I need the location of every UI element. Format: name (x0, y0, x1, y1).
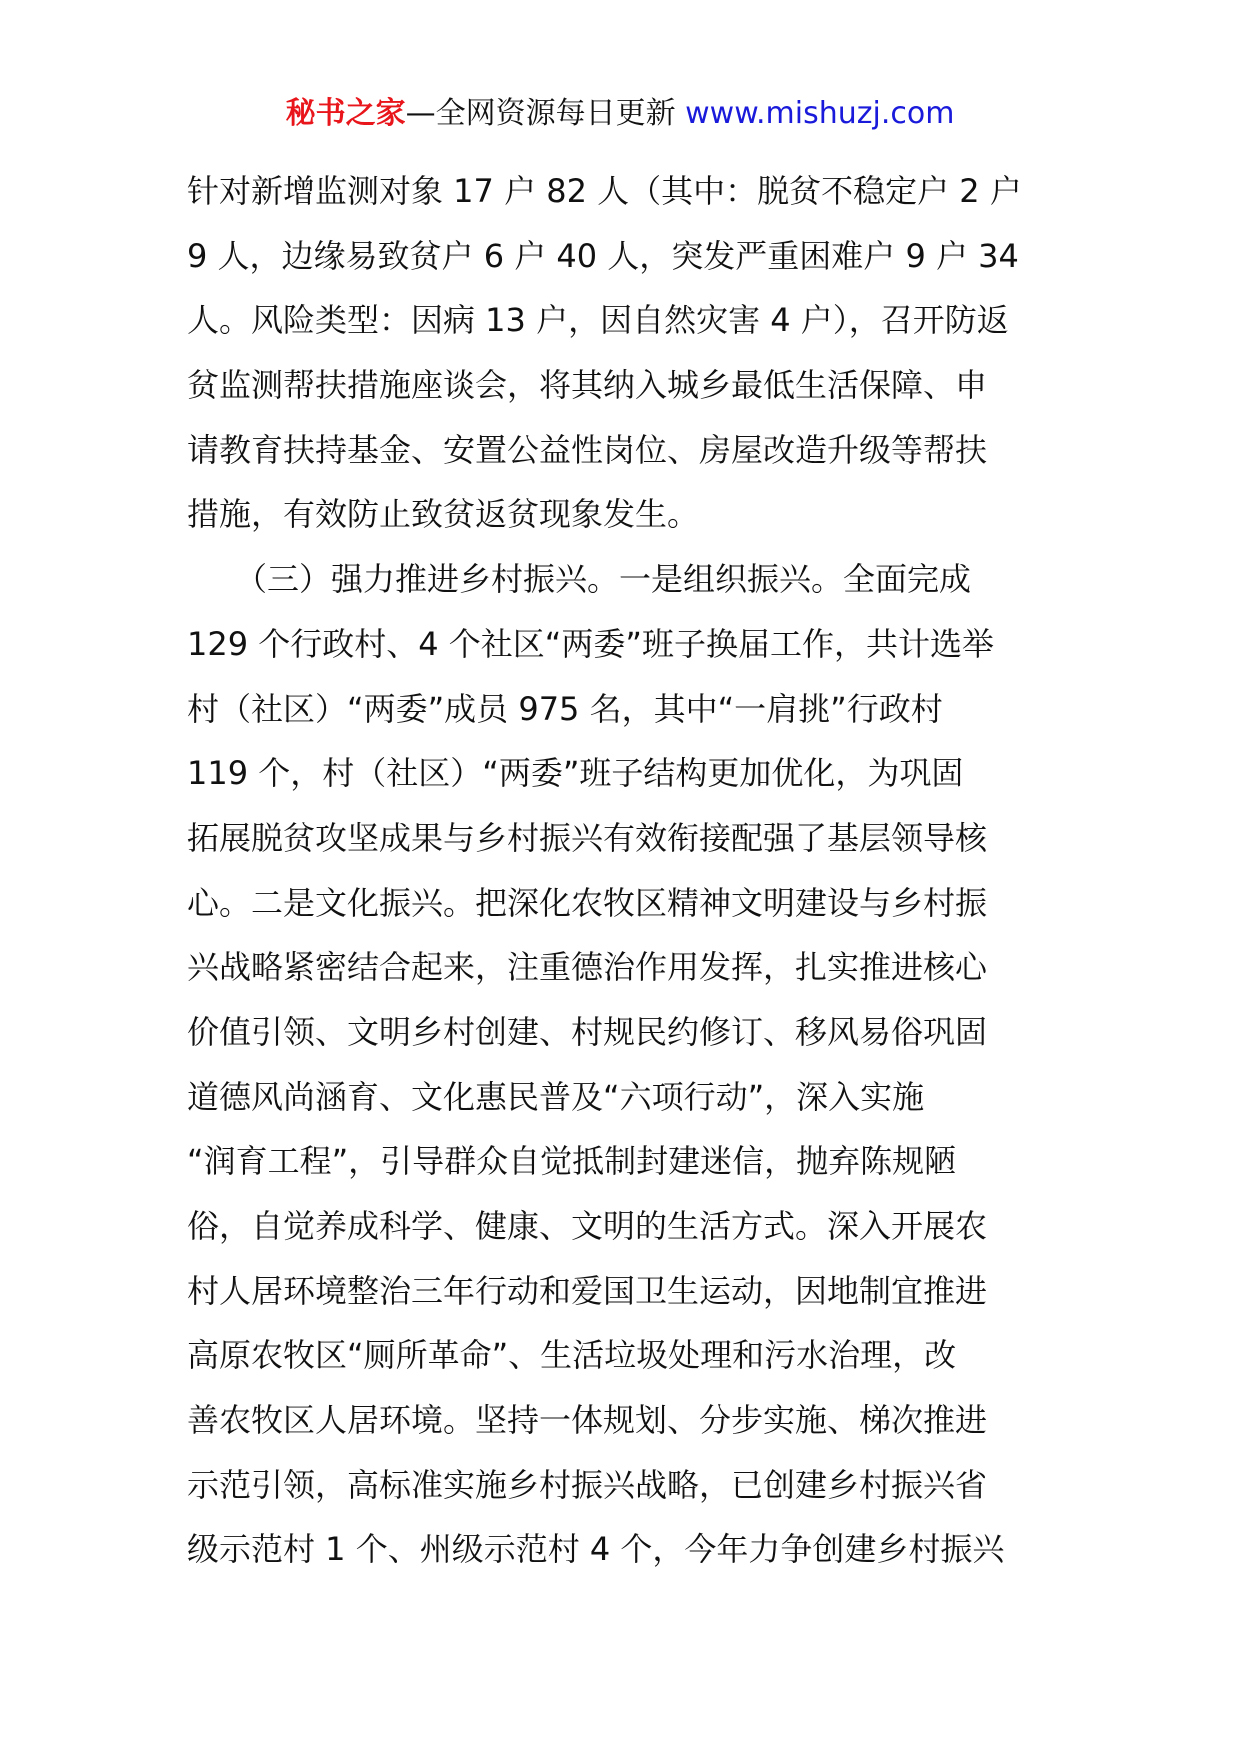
header-tagline: —全网资源每日更新 (405, 96, 676, 131)
text-line: “润育工程”，引导群众自觉抵制封建迷信，抛弃陈规陋 (187, 1142, 957, 1181)
text-line: 拓展脱贫攻坚成果与乡村振兴有效衔接配强了基层领导核 (187, 818, 988, 857)
text-line: 贫监测帮扶措施座谈会，将其纳入城乡最低生活保障、申 (187, 366, 988, 405)
text-line: 村人居环境整治三年行动和爱国卫生运动，因地制宜推进 (187, 1271, 988, 1310)
brand-name: 秘书之家 (285, 96, 406, 131)
watermark-header (0, 92, 1240, 136)
text-line: 129 个行政村、4 个社区“两委”班子换届工作，共计选举 (187, 624, 994, 663)
text-line: 善农牧区人居环境。坚持一体规划、分步实施、梯次推进 (187, 1401, 988, 1440)
text-line: 道德风尚涵育、文化惠民普及“六项行动”，深入实施 (187, 1077, 925, 1116)
text-line: 示范引领，高标准实施乡村振兴战略，已创建乡村振兴省 (187, 1465, 988, 1504)
text-line: 村（社区）“两委”成员 975 名，其中“一肩挑”行政村 (187, 689, 943, 728)
text-line: 心。二是文化振兴。把深化农牧区精神文明建设与乡村振 (187, 883, 988, 922)
text-line: 级示范村 1 个、州级示范村 4 个，今年力争创建乡村振兴 (187, 1530, 1005, 1569)
text-line: 措施，有效防止致贫返贫现象发生。 (187, 495, 700, 534)
text-line: 兴战略紧密结合起来，注重德治作用发挥，扎实推进核心 (187, 948, 988, 987)
section-heading-line: （三）强力推进乡村振兴。一是组织振兴。全面完成 (187, 560, 972, 599)
text-line: 针对新增监测对象 17 户 82 人（其中：脱贫不稳定户 2 户 (187, 172, 1022, 210)
text-line: 俗，自觉养成科学、健康、文明的生活方式。深入开展农 (187, 1207, 988, 1245)
text-line: 9 人，边缘易致贫户 6 户 40 人，突发严重困难户 9 户 34 (187, 236, 1019, 275)
text-line: 请教育扶持基金、安置公益性岗位、房屋改造升级等帮扶 (187, 430, 988, 469)
website-link[interactable]: www.mishuzj.com (685, 96, 955, 131)
text-line: 119 个，村（社区）“两委”班子结构更加优化，为巩固 (187, 754, 964, 793)
text-line: 高原农牧区“厕所革命”、生活垃圾处理和污水治理，改 (187, 1336, 957, 1375)
text-line: 价值引领、文明乡村创建、村规民约修订、移风易俗巩固 (187, 1012, 988, 1051)
document-body (187, 159, 1057, 1582)
text-line: 人。风险类型：因病 13 户，因自然灾害 4 户），召开防返 (187, 301, 1009, 340)
